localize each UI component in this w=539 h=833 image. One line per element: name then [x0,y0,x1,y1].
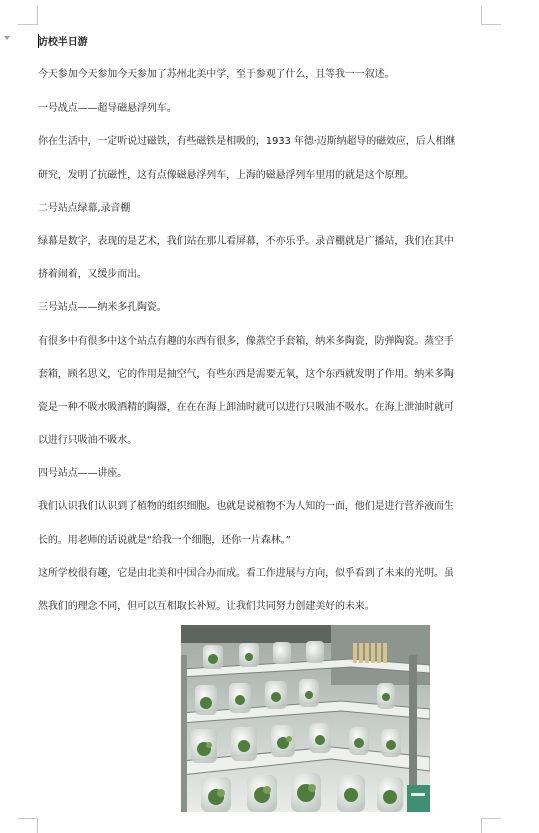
paragraph-line: 挤着闹着，又缓步而出。 [38,269,147,280]
crop-mark-bottom-left-v [37,818,38,833]
paragraph-line: 一号战点——超导磁悬浮列车。 [38,103,177,114]
paragraph-line: 研究，发明了抗磁性，这有点像磁悬浮列车，上海的磁悬浮列车里用的就是这个原理。 [38,170,415,181]
paragraph-line: 然我们的理念不同，但可以互相取长补短。让我们共同努力创建美好的未来。 [38,601,375,612]
paragraph-line: 瓷是一种不吸水吸酒精的陶器，在在在海上卸油时就可以进行只吸油不吸水。在海上泄油时就可 [38,402,454,413]
plant-tissue-culture-lab-photo [181,625,430,812]
paragraph-line: 套箱，顾名思义，它的作用是抽空气，有些东西是需要无氧，这个东西就发明了作用。纳米多陶 [38,369,454,380]
paragraph-line: 二号站点绿幕,录音棚 [38,203,131,214]
document-title: 访校半日游 [38,37,88,48]
paragraph-line: 以进行只吸油不吸水。 [38,435,137,446]
paragraph-line: 我们认识我们认识到了植物的组织细胞。也就是说植物不为人知的一面，他们是进行营养液而生 [38,501,454,512]
crop-mark-bottom-left-h [18,818,38,819]
crop-mark-bottom-right-v [481,818,482,833]
paragraph-line: 长的。用老师的话说就是“给我一个细胞，还你一片森林。” [38,535,291,546]
crop-mark-top-right-v [481,6,482,24]
crop-mark-top-left-h [18,24,38,25]
crop-mark-top-right-h [481,24,501,25]
paragraph-line: 你在生活中，一定听说过磁铁，有些磁铁是相吸的，1933 年德·迈斯纳超导的磁效应，后人相继 [38,136,456,147]
paragraph-line: 四号站点——讲座。 [38,468,128,479]
paragraph-line: 绿幕是数字，表现的是艺术，我们站在那儿看屏幕，不亦乐乎。录音棚就是广播站，我们在其中 [38,236,454,247]
paragraph-line: 三号站点——纳米多孔陶瓷。 [38,302,167,313]
heading-collapse-icon[interactable] [4,36,10,40]
crop-mark-bottom-right-h [481,818,501,819]
paragraph-line: 这所学校很有趣，它是由北美和中国合办而成。看工作进展与方向，似乎看到了未来的光明。虽 [38,568,454,579]
paragraph-line: 今天参加今天参加今天参加了苏州北美中学，至于参观了什么，且等我一一叙述。 [38,69,395,80]
paragraph-line: 有很多中有很多中这个站点有趣的东西有很多，像蒸空手套箱，纳米多陶瓷，防弹陶瓷。蒸空手 [38,336,454,347]
crop-mark-top-left-v [37,6,38,24]
